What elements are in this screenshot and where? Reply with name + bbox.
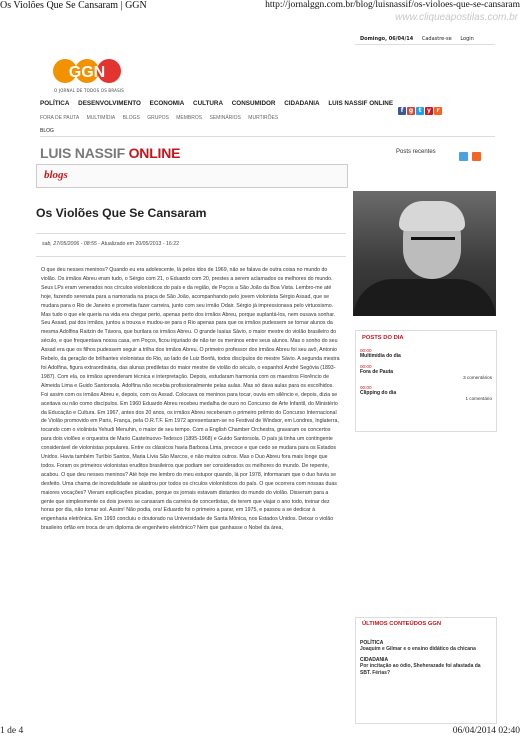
nav-item-luis-nassif-online[interactable]: LUIS NASSIF ONLINE: [328, 100, 394, 107]
rss-icon[interactable]: [472, 152, 481, 161]
current-date: Domingo, 06/04/14: [360, 36, 414, 42]
article-title: Os Violões Que Se Cansaram: [36, 206, 207, 220]
nav-item-cidadania[interactable]: CIDADANIA: [284, 100, 320, 107]
list-item[interactable]: [360, 640, 492, 653]
nav-item-economia[interactable]: ECONOMIA: [149, 100, 185, 107]
content-category[interactable]: POLÍTICA: [360, 640, 384, 646]
nav-item-cultura[interactable]: CULTURA: [193, 100, 223, 107]
content-category[interactable]: CIDADANIA: [360, 657, 389, 663]
list-item[interactable]: [360, 348, 492, 359]
article-date: sab, 27/05/2006 - 08:55: [42, 241, 97, 247]
ultimos-conteudos-heading: ÚLTIMOS CONTEÚDOS GGN: [362, 621, 442, 627]
youtube-icon[interactable]: y: [425, 107, 433, 115]
watermark: www.cliqueapostilas.com.br: [395, 12, 518, 23]
posts-recentes-icons: [455, 146, 481, 165]
logo-text: GGN: [68, 64, 106, 81]
post-time: 00:00: [360, 385, 372, 390]
twitter-icon[interactable]: [459, 152, 468, 161]
article-body: [41, 266, 341, 533]
article-paragraph: O que deu nesses meninos? Quando eu era adolescente, lá pelos idos de 1969, não se falava de outra coisa no mundo do violão. Os irmãos Abreu eram tudo, o Sérgio com 21, o Eduardo com 20, prestes a serem aclamados os melhores do mundo. Seus LPs eram venerados nos círculos violonísticos do país e da região, de Poços a São João da Boa Vista. Lembro-me até hoje, fazendo serenata para a namorada na praça de São João, acompanhando pelo jovem violonista Sérgio Assad, que se mudara para o Rio de Janeiro e prometia fazer carreira, junto com seu irmão Odair. Sérgio já impressionava pelo virtuosismo. Mas tudo o que ele queria na vida era chegar perto, apenas perto dos irmãos Abreu, porque suplantá-los, nem ousava sonhar. Seu Assad, pai dos irmãos, juntou a trouxa e mudou-se para o Rio apenas para que os irmãos pudessem se tornar alunos da mesma Adolfina Raitzin de Távora, que burilara os irmãos Abreu. O grande Isaías Sávio, o maior mestre do violão brasileiro do século, e que frequentava nossa casa, em Poços, ficou injuriado de não ter os meninos entre seus alunos. Mas o sonho do seu Assad era que os filhos pudessem seguir a trilha dos irmãos Abreu. O primeiro professor dos irmãos Abreu foi seu avô, Antonio Rebelo, da geração de brilhantes violonistas do Rio, ao lado de Luiz Bonfá, todos discípulos do mestre Sávio. A segunda mestra foi Adolfina, figura extraordinária, das alunas prediletas do maior mestre de violão do século, o espanhol André Segóvia (1893-1987). Com ela, os irmãos aprenderam técnica e interpretação. Depois, estudaram harmonia com os maestros Florêncio de Almeida Lima e Guido Santorsola. Adolfina não recebia profissionalmente pelas aulas. Mas só dava aulas para os escolhidos. Foi assim com os irmãos Abreu e, depois, com os Assad. Colocava os meninos para tocar, ouvia em silêncio e, depois, dizia se aceitava ou não como discípulos. Em 1960 Eduardo Abreu recebeu medalha de ouro no Concurso de Arte Infantil, do Ministério da Educação e Cultura. Em 1967, antes dos 20 anos, os irmãos Abreu receberam o primeiro prêmio do Concurso Internacional de Violão promovido em Paris, França, pela O.R.T.F. Em 1972 apresentaram-se no Festival de Windsor, em Londres, Inglaterra, tocando com o violinista Yehudi Menuhin, o maior de seu tempo. Com a English Chamber Orchestra, gravaram os concertos para dois violões e orquestra de Mario Castelnuovo-Tedesco (1895-1968) e Guido Santorsola. O país já tinha um contingente considerável de violonistas populares. Entre os clássicos havia Barbosa Lima, precoce e que cedo se mudara para os Estados Unidos. Havia também Turíbio Santos, Maria Lívia São Marcos, e não muitos outros. Mas o Duo Abreu fora mais longe que todos. Foram os primeiros violonistas eruditos brasileiros que podiam ser considerados os melhores do mundo. De repente, acabou. O que deu nesses meninos? Até hoje me lembro do meu estupor quando, lá por 1978, informaram que o duo havia se desfeito. Uma chama de incredulidade se alastrou por todos os círculos violonísticos do país. O que ocorrera com nossas duas maiores vocações? Vieram explicações picadas, porque os jornais estavam distantes do mundo do violão. Disseram para a gente que simplesmente os dois jovens se cansaram da carreira de concertistas, de terem que viajar o ano todo, treinar dez horas por dia, não tomar sol. Assim! Não podia, ora! Eduardo foi o primeiro a parar, em 1975, e passou a se dedicar à engenharia eletrônica. Em 1993 concluiu o doutorado na Universidade de Santa Mônica, nos Estados Unidos. Deixar o violão brasileiro órfão em troca de um diploma de engenheiro eletrônico? Nem que ganhasse o Nobel da área,: [41, 267, 340, 532]
facebook-icon[interactable]: f: [398, 107, 406, 115]
brand-part-1: LUIS NASSIF: [40, 145, 129, 161]
print-header-url: http://jornalggn.com.br/blog/luisnassif/os-violoes-que-se-cansaram: [265, 0, 520, 10]
logo-tagline: O JORNAL DE TODOS OS BRASIS: [54, 88, 124, 93]
nav-item-politica[interactable]: POLÍTICA: [40, 100, 70, 107]
luis-nassif-online-brand[interactable]: [40, 145, 180, 161]
rss-icon[interactable]: r: [434, 107, 442, 115]
subnav-seminarios[interactable]: SEMINÁRIOS: [209, 115, 241, 121]
nav-item-desenvolvimento[interactable]: DESENVOLVIMENTO: [78, 100, 141, 107]
blogs-section-bar: [36, 164, 348, 188]
article-meta: [42, 241, 179, 247]
post-title[interactable]: Clipping do dia: [360, 390, 397, 396]
user-bar: [360, 36, 474, 42]
login-link[interactable]: Login: [460, 36, 474, 42]
ultimos-conteudos-list: [360, 636, 492, 677]
author-photo: [353, 191, 496, 316]
comment-count[interactable]: 1 comentário: [465, 396, 492, 401]
list-item[interactable]: [360, 364, 492, 380]
subnav-membros[interactable]: MEMBROS: [176, 115, 203, 121]
nav-item-consumidor[interactable]: CONSUMIDOR: [231, 100, 276, 107]
subnav-blogs[interactable]: BLOGS: [122, 115, 140, 121]
post-title[interactable]: Fora de Pauta: [360, 369, 394, 375]
post-title[interactable]: Multimídia do dia: [360, 353, 401, 359]
print-datetime: 06/04/2014 02:40: [452, 726, 520, 736]
comment-count[interactable]: 3 comentários: [463, 375, 492, 380]
posts-do-dia-heading: POSTS DO DIA: [362, 335, 404, 341]
article-updated: - Atualizado em 20/05/2013 - 16:22: [96, 241, 180, 247]
content-title[interactable]: Joaquim e Gilmar e o ensino didático da chicana: [360, 646, 476, 652]
subnav-fora-de-pauta[interactable]: FORA DE PAUTA: [40, 115, 80, 121]
list-item[interactable]: [360, 385, 492, 401]
googleplus-icon[interactable]: g: [408, 107, 414, 114]
social-icons: [398, 97, 443, 116]
content-title[interactable]: Por incitação ao ódio, Sheherazade foi afastada da SBT. Férias?: [360, 663, 481, 676]
print-header-title: Os Violões Que Se Cansaram | GGN: [0, 0, 147, 11]
subnav-multimidia[interactable]: MULTIMÍDIA: [86, 115, 116, 121]
list-item[interactable]: [360, 657, 492, 677]
signup-link[interactable]: Cadastre-se: [421, 36, 452, 42]
subnav-grupos[interactable]: GRUPOS: [147, 115, 169, 121]
posts-do-dia-list: [360, 348, 492, 406]
post-time: 00:00: [360, 364, 372, 369]
main-nav: [40, 100, 400, 107]
blogs-section-label: blogs: [44, 169, 68, 181]
userbar-divider: [355, 44, 495, 45]
blog-nav-link[interactable]: BLOG: [40, 128, 54, 134]
sub-nav: [40, 115, 284, 121]
post-time: 00:00: [360, 348, 372, 353]
subnav-murtiroes[interactable]: MURTIRÕES: [248, 115, 279, 121]
print-page-number: 1 de 4: [0, 726, 24, 736]
brand-part-2: ONLINE: [128, 145, 181, 161]
nav-divider: [40, 136, 495, 137]
twitter-icon[interactable]: t: [416, 107, 424, 115]
posts-recentes-label: Posts recentes: [396, 149, 436, 155]
